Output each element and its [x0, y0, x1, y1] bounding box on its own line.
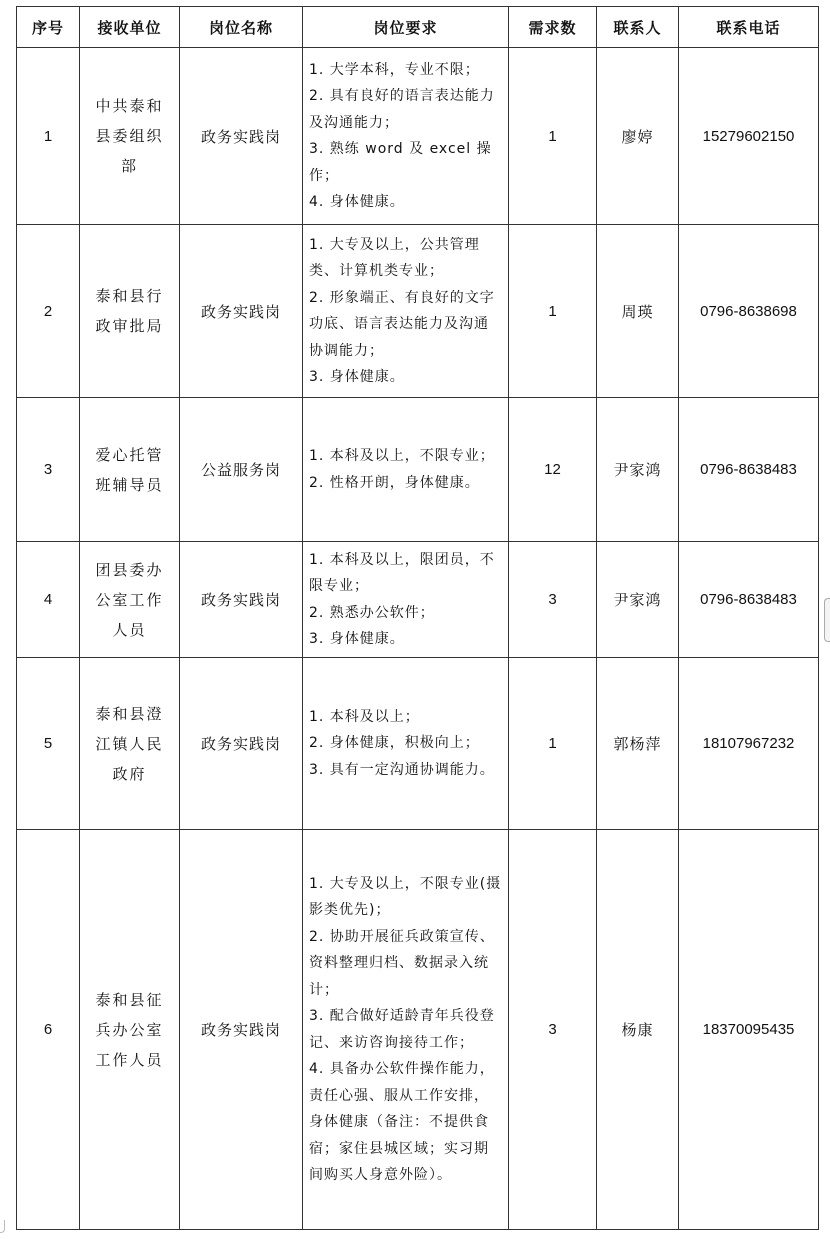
cell-requirements [303, 658, 509, 830]
cell-count: 1 [509, 48, 597, 225]
requirement-line: 3. 配合做好适龄青年兵役登记、来访咨询接待工作； [309, 1008, 495, 1051]
cell-seq: 3 [17, 398, 80, 542]
requirement-line: 1. 大专及以上，公共管理类、计算机类专业； [309, 236, 480, 279]
header-position: 岗位名称 [180, 7, 303, 48]
cell-contact: 周瑛 [597, 225, 679, 398]
cell-phone: 15279602150 [679, 48, 819, 225]
header-requirements: 岗位要求 [303, 7, 509, 48]
cell-contact: 郭杨萍 [597, 658, 679, 830]
header-seq: 序号 [17, 7, 80, 48]
cell-count: 1 [509, 225, 597, 398]
requirement-line: 4. 具备办公软件操作能力，责任心强、服从工作安排，身体健康（备注：不提供食宿；家住县城区域；实习期间购买人身意外险）。 [309, 1061, 495, 1183]
cell-position: 政务实践岗 [180, 830, 303, 1230]
cell-contact: 廖婷 [597, 48, 679, 225]
requirement-line: 2. 性格开朗，身体健康。 [309, 474, 480, 491]
header-contact: 联系人 [597, 7, 679, 48]
cell-unit: 泰和县澄江镇人民政府 [80, 658, 180, 830]
table-row [17, 48, 819, 225]
cell-unit: 泰和县征兵办公室工作人员 [80, 830, 180, 1230]
cell-contact: 尹家鸿 [597, 398, 679, 542]
cell-requirements [303, 225, 509, 398]
cell-requirements [303, 830, 509, 1230]
header-row [17, 7, 819, 48]
requirement-line: 3. 熟练 word 及 excel 操作； [309, 141, 492, 184]
cell-seq: 4 [17, 542, 80, 658]
cell-requirements [303, 48, 509, 225]
cell-position: 政务实践岗 [180, 658, 303, 830]
requirement-line: 2. 具有良好的语言表达能力及沟通能力； [309, 88, 495, 131]
table-row [17, 398, 819, 542]
requirement-line: 3. 具有一定沟通协调能力。 [309, 761, 495, 778]
header-phone: 联系电话 [679, 7, 819, 48]
table-row [17, 542, 819, 658]
requirement-line: 1. 本科及以上，限团员，不限专业； [309, 551, 495, 594]
cell-position: 政务实践岗 [180, 542, 303, 658]
cell-phone: 18370095435 [679, 830, 819, 1230]
job-table [16, 6, 819, 1230]
cell-unit: 泰和县行政审批局 [80, 225, 180, 398]
job-table-wrapper [16, 6, 818, 1230]
requirement-line: 1. 本科及以上，不限专业； [309, 448, 495, 464]
requirement-line: 1. 本科及以上； [309, 708, 420, 725]
requirement-line: 2. 熟悉办公软件； [309, 604, 435, 621]
requirement-line: 3. 身体健康。 [309, 631, 405, 647]
cell-phone: 0796-8638483 [679, 542, 819, 658]
cell-requirements [303, 398, 509, 542]
requirement-line: 2. 协助开展征兵政策宣传、资料整理归档、数据录入统计； [309, 928, 495, 998]
cell-seq: 5 [17, 658, 80, 830]
requirement-line: 4. 身体健康。 [309, 194, 405, 210]
cell-seq: 2 [17, 225, 80, 398]
requirement-line: 3. 身体健康。 [309, 369, 405, 385]
table-row [17, 830, 819, 1230]
header-count: 需求数 [509, 7, 597, 48]
cell-position: 政务实践岗 [180, 225, 303, 398]
cell-unit: 中共泰和县委组织部 [80, 48, 180, 225]
requirement-line: 1. 大专及以上，不限专业(摄影类优先)； [309, 875, 502, 918]
table-row [17, 658, 819, 830]
cell-contact: 杨康 [597, 830, 679, 1230]
cell-count: 3 [509, 542, 597, 658]
cell-unit: 团县委办公室工作人员 [80, 542, 180, 658]
cell-phone: 0796-8638698 [679, 225, 819, 398]
header-unit: 接收单位 [80, 7, 180, 48]
requirement-line: 2. 身体健康，积极向上； [309, 735, 480, 752]
cell-seq: 1 [17, 48, 80, 225]
cell-seq: 6 [17, 830, 80, 1230]
cell-contact: 尹家鸿 [597, 542, 679, 658]
cell-phone: 18107967232 [679, 658, 819, 830]
table-row [17, 225, 819, 398]
cell-count: 3 [509, 830, 597, 1230]
cell-count: 12 [509, 398, 597, 542]
corner-resize-mark [0, 1220, 5, 1233]
cell-unit: 爱心托管班辅导员 [80, 398, 180, 542]
cell-position: 政务实践岗 [180, 48, 303, 225]
side-scroll-tab[interactable] [824, 598, 830, 642]
requirement-line: 1. 大学本科，专业不限； [309, 61, 480, 78]
cell-count: 1 [509, 658, 597, 830]
cell-phone: 0796-8638483 [679, 398, 819, 542]
requirement-line: 2. 形象端正、有良好的文字功底、语言表达能力及沟通协调能力； [309, 289, 495, 359]
cell-requirements [303, 542, 509, 658]
cell-position: 公益服务岗 [180, 398, 303, 542]
